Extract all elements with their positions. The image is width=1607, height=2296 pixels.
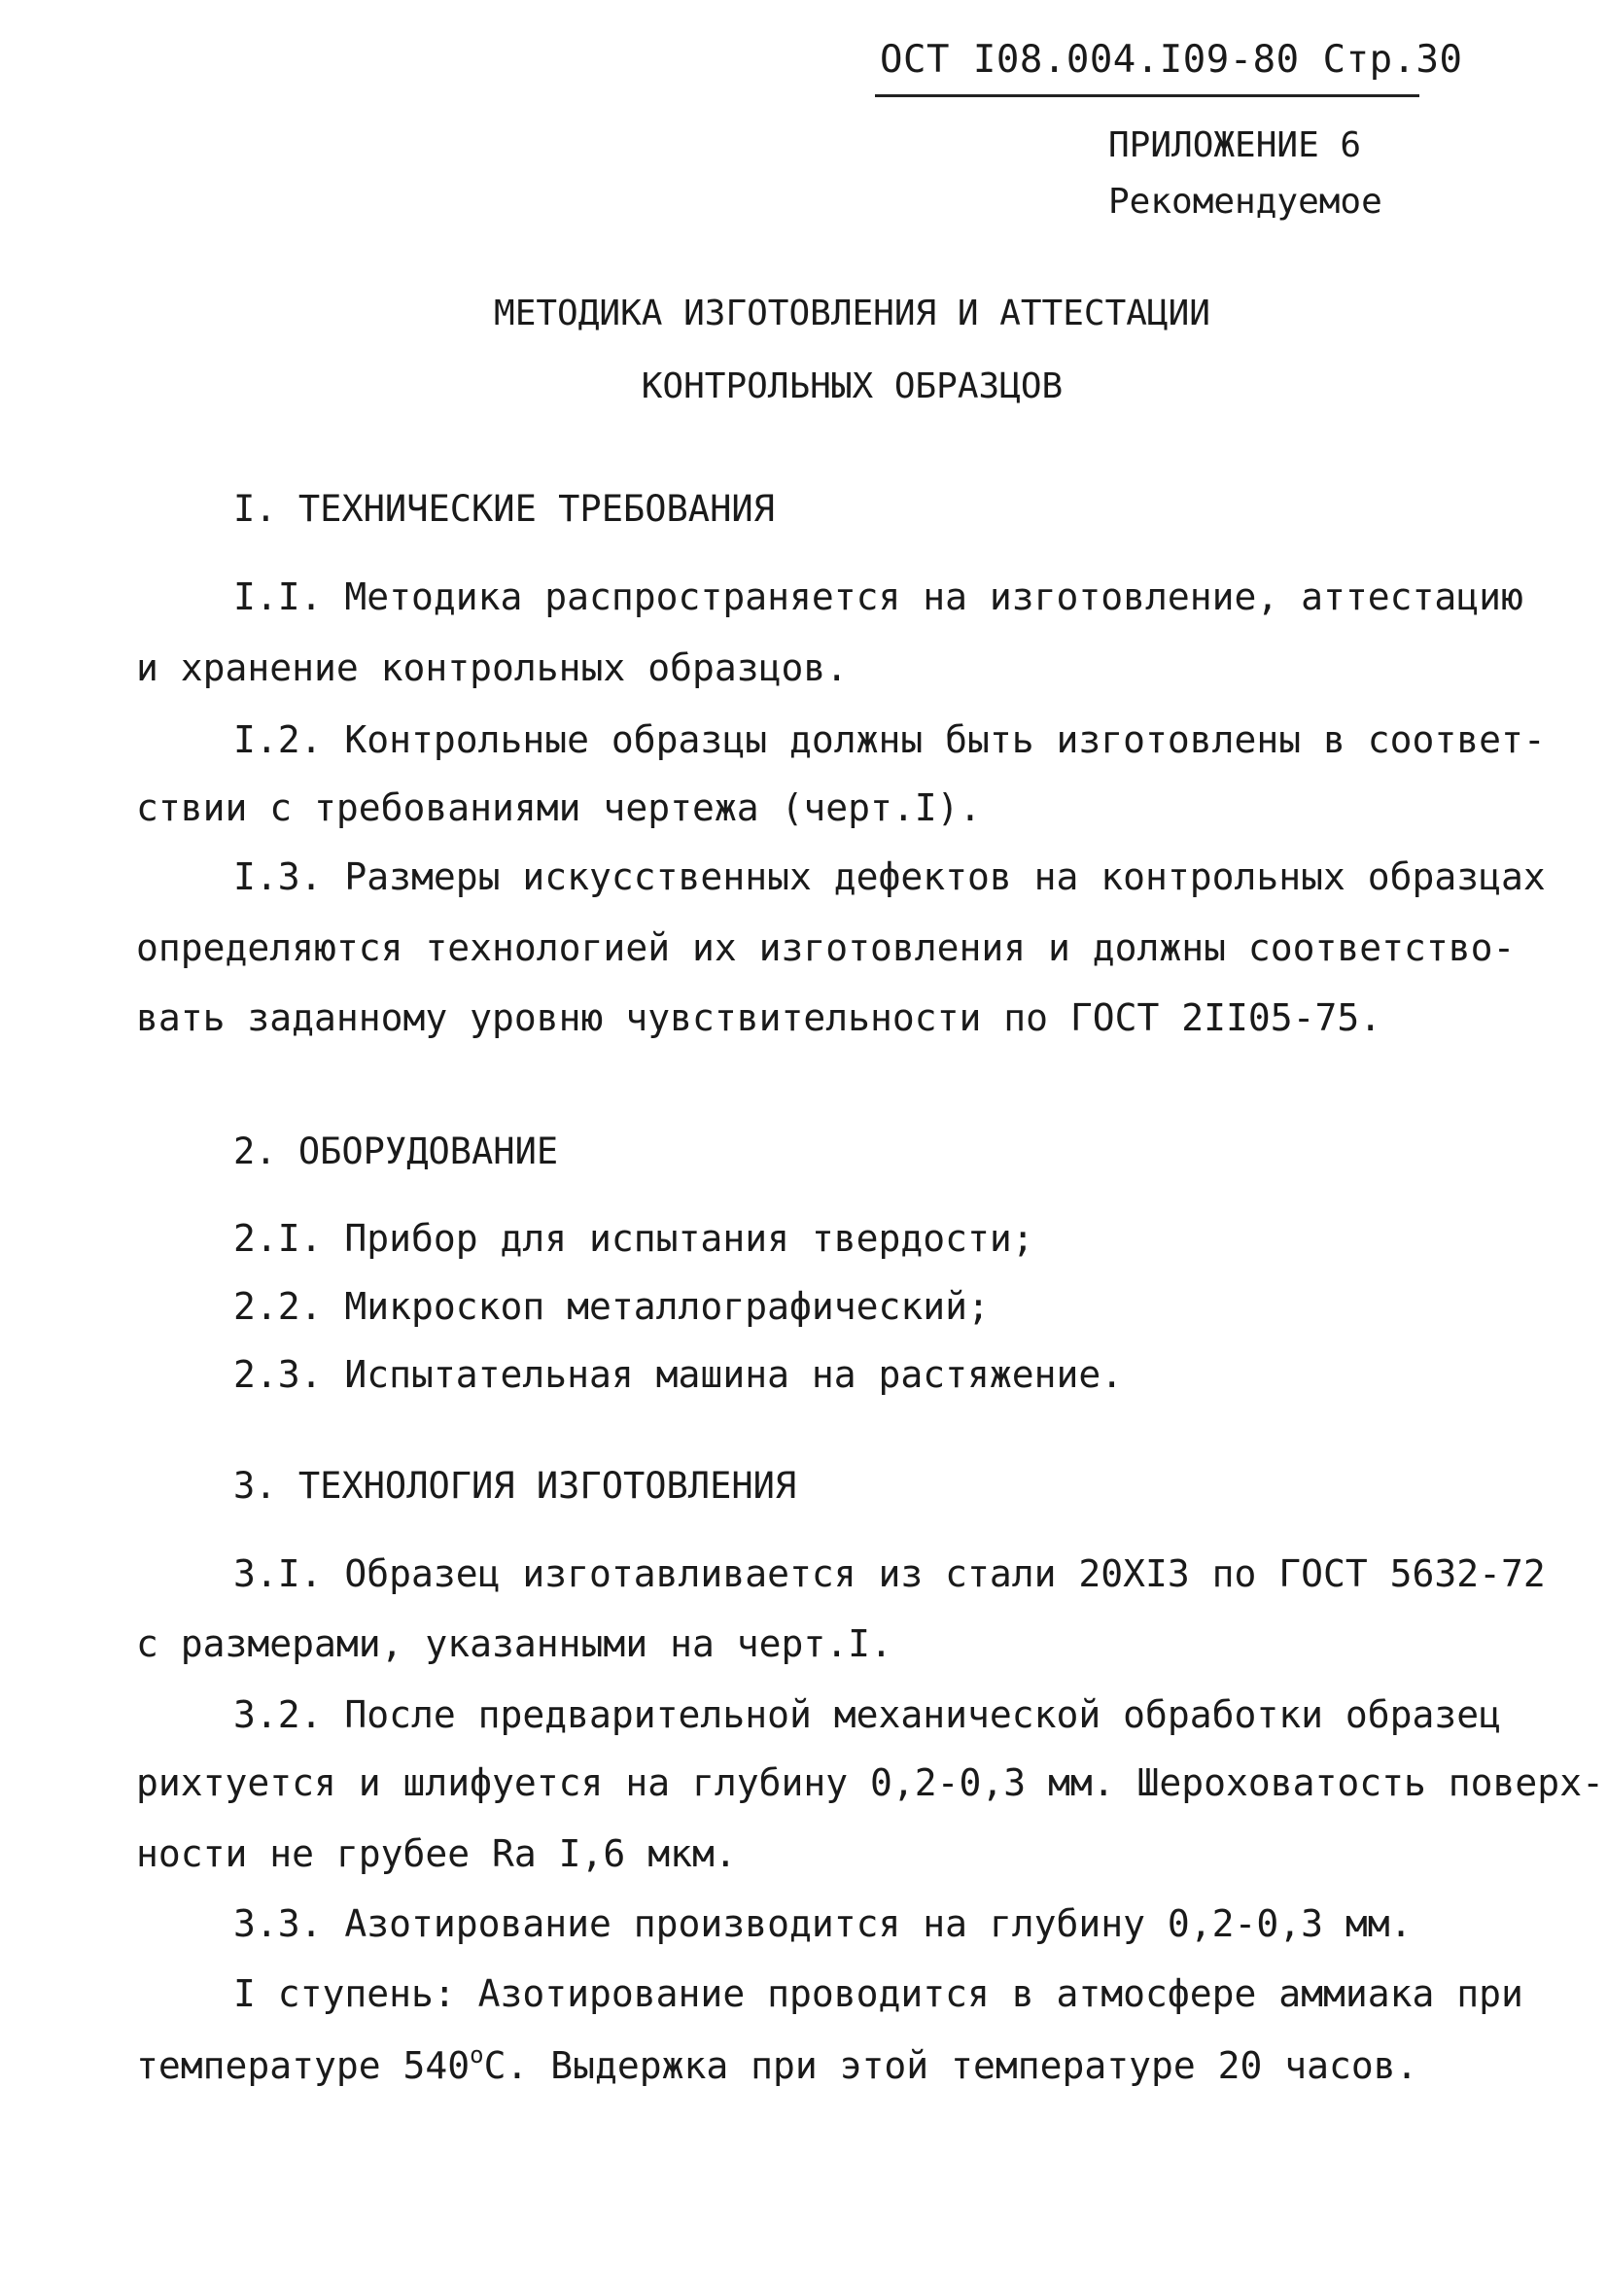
document-title-line-2: КОНТРОЛЬНЫХ ОБРАЗЦОВ xyxy=(641,366,1064,406)
paragraph-3-3-line-1: 3.3. Азотирование производится на глубину 0,2-0,3 мм. xyxy=(233,1902,1413,1945)
paragraph-1-1-line-1: I.I. Методика распространяется на изготовление, аттестацию xyxy=(233,575,1523,618)
equipment-item-3: 2.3. Испытательная машина на растяжение. xyxy=(233,1353,1124,1396)
section-1-heading: I. ТЕХНИЧЕСКИЕ ТРЕБОВАНИЯ xyxy=(233,488,775,530)
paragraph-3-1-line-1: 3.I. Образец изготавливается из стали 20ХI3 по ГОСТ 5632-72 xyxy=(233,1552,1546,1595)
equipment-item-1: 2.I. Прибор для испытания твердости; xyxy=(233,1217,1034,1260)
degree-superscript: о xyxy=(470,2041,484,2069)
paragraph-stage-1-line-2 xyxy=(136,2041,1418,2087)
paragraph-3-2-line-3: ности не грубее Ra I,6 мкм. xyxy=(136,1832,737,1875)
paragraph-3-2-line-2: рихтуется и шлифуется на глубину 0,2-0,3 мм. Шероховатость поверх- xyxy=(136,1761,1604,1804)
section-2-heading: 2. ОБОРУДОВАНИЕ xyxy=(233,1131,559,1172)
document-title-line-1: МЕТОДИКА ИЗГОТОВЛЕНИЯ И АТТЕСТАЦИИ xyxy=(494,294,1210,333)
paragraph-1-3-line-3: вать заданному уровню чувствительности по ГОСТ 2II05-75. xyxy=(136,996,1382,1039)
header-underline xyxy=(875,94,1419,97)
paragraph-3-1-line-2: с размерами, указанными на черт.I. xyxy=(136,1622,892,1665)
paragraph-1-2-line-2: ствии с требованиями чертежа (черт.I). xyxy=(136,786,982,829)
appendix-status: Рекомендуемое xyxy=(1108,182,1382,222)
paragraph-stage-1-line-1: I ступень: Азотирование проводится в атмосфере аммиака при xyxy=(233,1972,1523,2015)
section-3-heading: 3. ТЕХНОЛОГИЯ ИЗГОТОВЛЕНИЯ xyxy=(233,1465,797,1507)
appendix-label: ПРИЛОЖЕНИЕ 6 xyxy=(1108,125,1362,165)
paragraph-3-2-line-1: 3.2. После предварительной механической обработки образец xyxy=(233,1693,1502,1736)
paragraph-1-3-line-1: I.3. Размеры искусственных дефектов на контрольных образцах xyxy=(233,855,1546,898)
paragraph-1-3-line-2: определяются технологией их изготовления и должны соответство- xyxy=(136,926,1516,969)
temperature-prefix: температуре 540 xyxy=(136,2044,471,2087)
temperature-suffix: С. Выдержка при этой температуре 20 часов. xyxy=(483,2044,1418,2087)
equipment-item-2: 2.2. Микроскоп металлографический; xyxy=(233,1285,990,1328)
paragraph-1-2-line-1: I.2. Контрольные образцы должны быть изготовлены в соответ- xyxy=(233,718,1546,761)
document-code: ОСТ I08.004.I09-80 Стр.30 xyxy=(880,38,1463,82)
paragraph-1-1-line-2: и хранение контрольных образцов. xyxy=(136,646,849,689)
